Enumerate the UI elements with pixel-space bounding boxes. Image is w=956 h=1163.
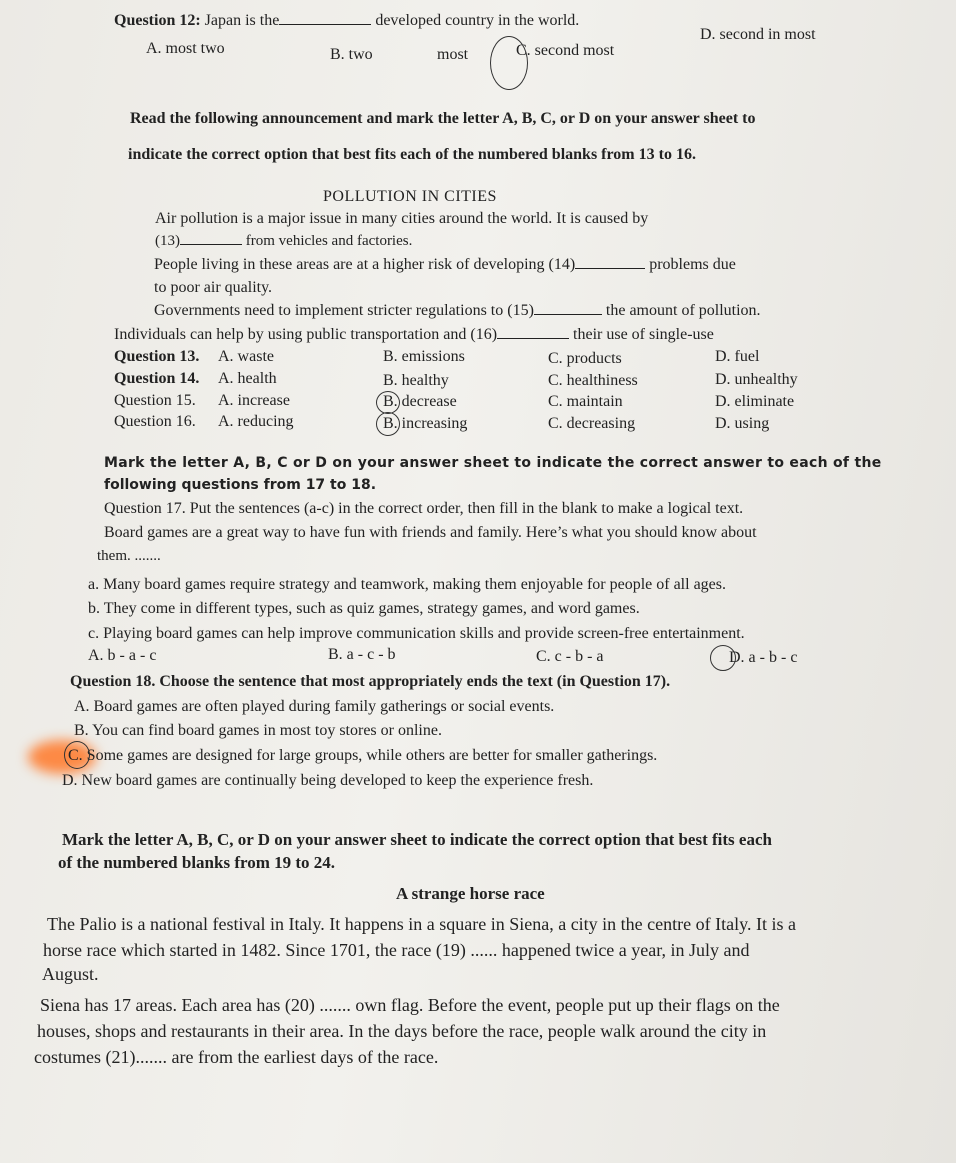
reading1-line-3 xyxy=(154,256,736,274)
q12-option-b-cont: most xyxy=(437,46,469,63)
q12-stem xyxy=(114,12,579,30)
q17-option-d: D. a - b - c xyxy=(729,649,798,666)
q14-option-a: A. health xyxy=(218,370,277,387)
reading1-line-5-a: Governments need to implement stricter regulations to (15) xyxy=(154,302,534,319)
q17-option-c: C. c - b - a xyxy=(536,648,604,665)
q15-option-d: D. eliminate xyxy=(715,393,795,410)
section2-instruction-1: Mark the letter A, B, C or D on your answer sheet to indicate the correct answer to each of the xyxy=(104,455,882,471)
reading1-line-1: Air pollution is a major issue in many cities around the world. It is caused by xyxy=(155,210,649,227)
section3-line-5: houses, shops and restaurants in their area. In the days before the race, people walk around the city in xyxy=(37,1021,767,1041)
q18-stem: Question 18. Choose the sentence that most appropriately ends the text (in Question 17). xyxy=(70,673,671,690)
q13-option-b: B. emissions xyxy=(383,348,465,365)
reading1-line-4: to poor air quality. xyxy=(154,279,273,296)
q18-option-c: C. Some games are designed for large groups, while others are better for smaller gatherings. xyxy=(68,747,658,764)
q16-label: Question 16. xyxy=(114,413,196,430)
q16-option-a: A. reducing xyxy=(218,413,294,430)
q18-option-b: B. You can find board games in most toy stores or online. xyxy=(74,722,442,739)
answer-circle-mark xyxy=(376,391,400,414)
q17-stem-1: Question 17. Put the sentences (a-c) in the correct order, then fill in the blank to make a logical text. xyxy=(104,500,744,517)
answer-circle-mark xyxy=(490,36,528,90)
q17-option-b: B. a - c - b xyxy=(328,646,396,663)
blank-16 xyxy=(497,338,569,339)
q18-option-a: A. Board games are often played during family gatherings or social events. xyxy=(74,698,555,715)
reading1-line-6 xyxy=(114,326,714,344)
reading1-title: POLLUTION IN CITIES xyxy=(323,188,497,205)
reading1-line-5 xyxy=(154,302,761,320)
q12-stem-b: developed country in the world. xyxy=(375,12,580,29)
q12-option-d: D. second in most xyxy=(700,26,816,43)
section3-line-4: Siena has 17 areas. Each area has (20) ....... own flag. Before the event, people put up their flags on the xyxy=(40,995,780,1015)
answer-circle-mark xyxy=(64,741,90,769)
q12-blank xyxy=(279,24,371,25)
q13-label: Question 13. xyxy=(114,348,200,365)
q13-option-c: C. products xyxy=(548,350,622,367)
reading1-line-5-b: the amount of pollution. xyxy=(605,302,761,319)
section3-line-6: costumes (21)....... are from the earliest days of the race. xyxy=(34,1047,439,1067)
q13-option-d: D. fuel xyxy=(715,348,760,365)
q14-label: Question 14. xyxy=(114,370,200,387)
blank-15 xyxy=(534,314,602,315)
section3-instruction-1: Mark the letter A, B, C, or D on your answer sheet to indicate the correct option that best fits each xyxy=(62,830,772,849)
q16-option-b: B. increasing xyxy=(383,415,468,432)
q12-stem-a: Japan is the xyxy=(204,12,280,29)
answer-circle-mark xyxy=(710,645,736,671)
reading1-line-6-a: Individuals can help by using public transportation and (16) xyxy=(114,326,498,343)
q14-option-b: B. healthy xyxy=(383,372,449,389)
q15-label: Question 15. xyxy=(114,392,196,409)
q17-sentence-a: a. Many board games require strategy and teamwork, making them enjoyable for people of all ages. xyxy=(88,576,726,593)
q17-stem-3: them. ....... xyxy=(97,548,161,564)
q17-option-a: A. b - a - c xyxy=(88,647,157,664)
q16-option-c: C. decreasing xyxy=(548,415,636,432)
reading1-line-6-b: their use of single-use xyxy=(573,326,714,343)
reading1-line-2-rest: from vehicles and factories. xyxy=(245,233,413,249)
q13-option-a: A. waste xyxy=(218,348,274,365)
q14-option-d: D. unhealthy xyxy=(715,371,798,388)
q17-sentence-c: c. Playing board games can help improve communication skills and provide screen-free entertainment. xyxy=(88,625,745,642)
q14-option-c: C. healthiness xyxy=(548,372,638,389)
section3-line-1: The Palio is a national festival in Italy. It happens in a square in Siena, a city in the centre of Italy. It is a xyxy=(47,914,796,934)
section3-instruction-2: of the numbered blanks from 19 to 24. xyxy=(58,853,336,872)
section3-title: A strange horse race xyxy=(396,884,545,903)
reading1-line-3-b: problems due xyxy=(649,256,736,273)
q15-option-b: B. decrease xyxy=(383,393,457,410)
q17-sentence-b: b. They come in different types, such as quiz games, strategy games, and word games. xyxy=(88,600,640,617)
q12-option-c: C. second most xyxy=(516,42,615,59)
q12-label: Question 12: xyxy=(114,12,205,29)
reading1-instruction-2: indicate the correct option that best fits each of the numbered blanks from 13 to 16. xyxy=(128,146,696,163)
reading1-instruction-1: Read the following announcement and mark the letter A, B, C, or D on your answer sheet to xyxy=(130,110,756,127)
section3-line-3: August. xyxy=(42,964,99,984)
section2-instruction-2: following questions from 17 to 18. xyxy=(104,477,377,493)
blank-14 xyxy=(575,268,645,269)
reading1-line-3-a: People living in these areas are at a higher risk of developing (14) xyxy=(154,256,576,273)
answer-circle-mark xyxy=(376,412,400,436)
q12-option-a: A. most two xyxy=(146,40,225,57)
blank-13 xyxy=(180,244,242,245)
q17-stem-2: Board games are a great way to have fun with friends and family. Here’s what you should know about xyxy=(104,524,757,541)
reading1-line-2 xyxy=(155,233,412,250)
q16-option-d: D. using xyxy=(715,415,770,432)
q15-option-a: A. increase xyxy=(218,392,290,409)
q15-option-c: C. maintain xyxy=(548,393,623,410)
section3-line-2: horse race which started in 1482. Since 1701, the race (19) ...... happened twice a year, in July and xyxy=(43,940,750,960)
blank-13-label: (13) xyxy=(155,233,180,249)
q18-option-d: D. New board games are continually being developed to keep the experience fresh. xyxy=(62,772,594,789)
q12-option-b: B. two xyxy=(330,46,373,63)
